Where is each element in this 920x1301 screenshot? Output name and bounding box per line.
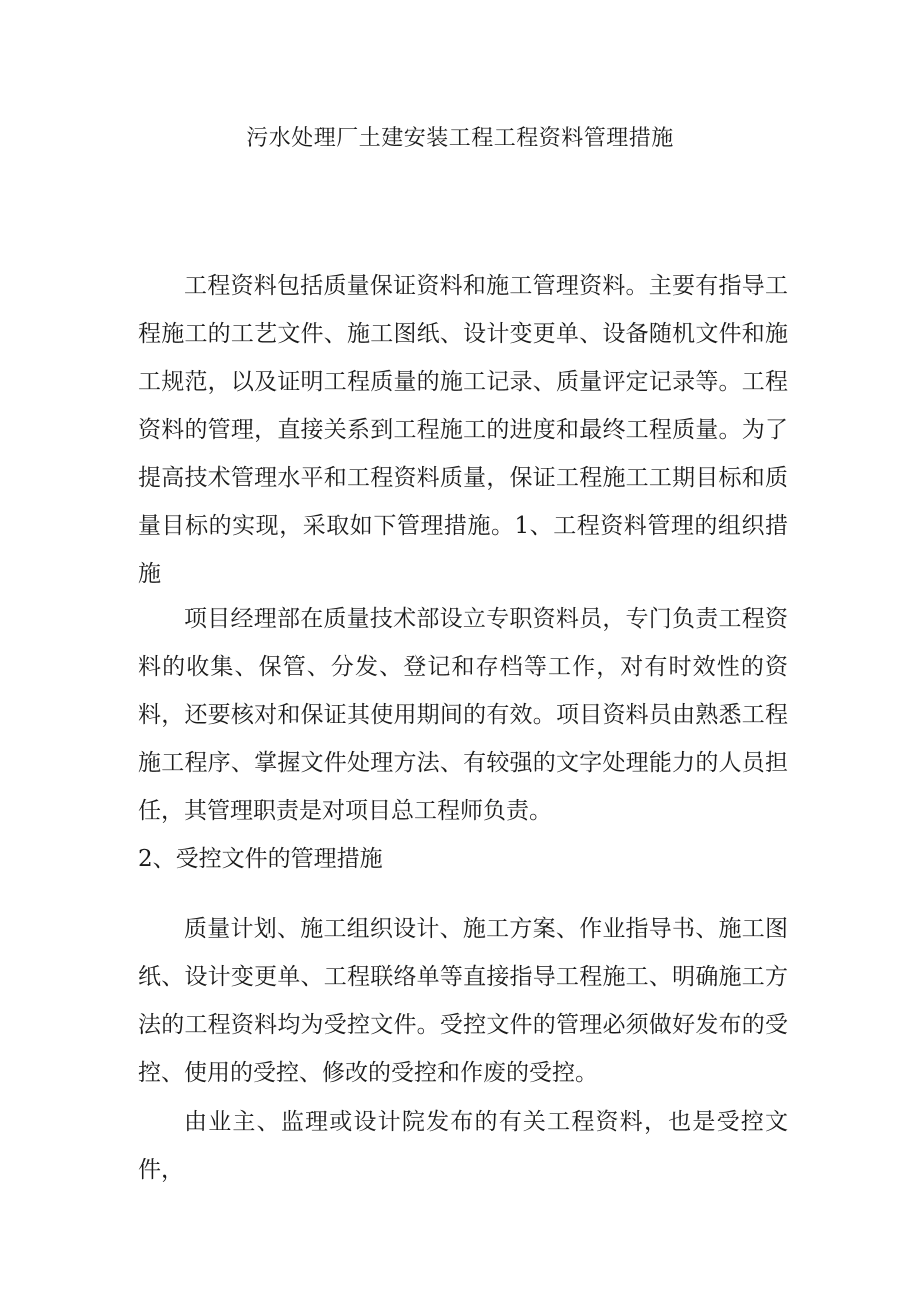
paragraph-external-documents: [138, 1098, 788, 1194]
paragraph-text: 由业主、监理或设计院发布的有关工程资料，也是受控文件，: [138, 1109, 788, 1183]
section-heading-controlled-documents: [138, 835, 788, 883]
paragraph-text: 工程资料包括质量保证资料和施工管理资料。主要有指导工程施工的工艺文件、施工图纸、设计变更单、设备随机文件和施工规范，以及证明工程质量的施工记录、质量评定记录等。工程资料的管理，直接关系到工程施工的进度和最终工程质量。为了提高技术管理水平和工程资料质量，保证工程施工工期目标和质量目标的实现，采取如下管理措施。1、工程资料管理的组织措施: [138, 273, 788, 587]
paragraph-text: 质量计划、施工组织设计、施工方案、作业指导书、施工图纸、设计变更单、工程联络单等直接指导工程施工、明确施工方法的工程资料均为受控文件。受控文件的管理必须做好发布的受控、使用的受控、修改的受控和作废的受控。: [138, 916, 788, 1086]
paragraph-organization: [138, 595, 788, 835]
section-heading-text: 2、受控文件的管理措施: [138, 846, 383, 872]
paragraph-controlled-documents: [138, 905, 788, 1097]
paragraph-text: 项目经理部在质量技术部设立专职资料员，专门负责工程资料的收集、保管、分发、登记和存档等工作，对有时效性的资料，还要核对和保证其使用期间的有效。项目资料员由熟悉工程施工程序、掌握文件处理方法、有较强的文字处理能力的人员担任，其管理职责是对项目总工程师负责。: [138, 606, 788, 824]
paragraph-overview: [138, 262, 788, 598]
document-title: 污水处理厂土建安装工程工程资料管理措施: [246, 126, 674, 151]
